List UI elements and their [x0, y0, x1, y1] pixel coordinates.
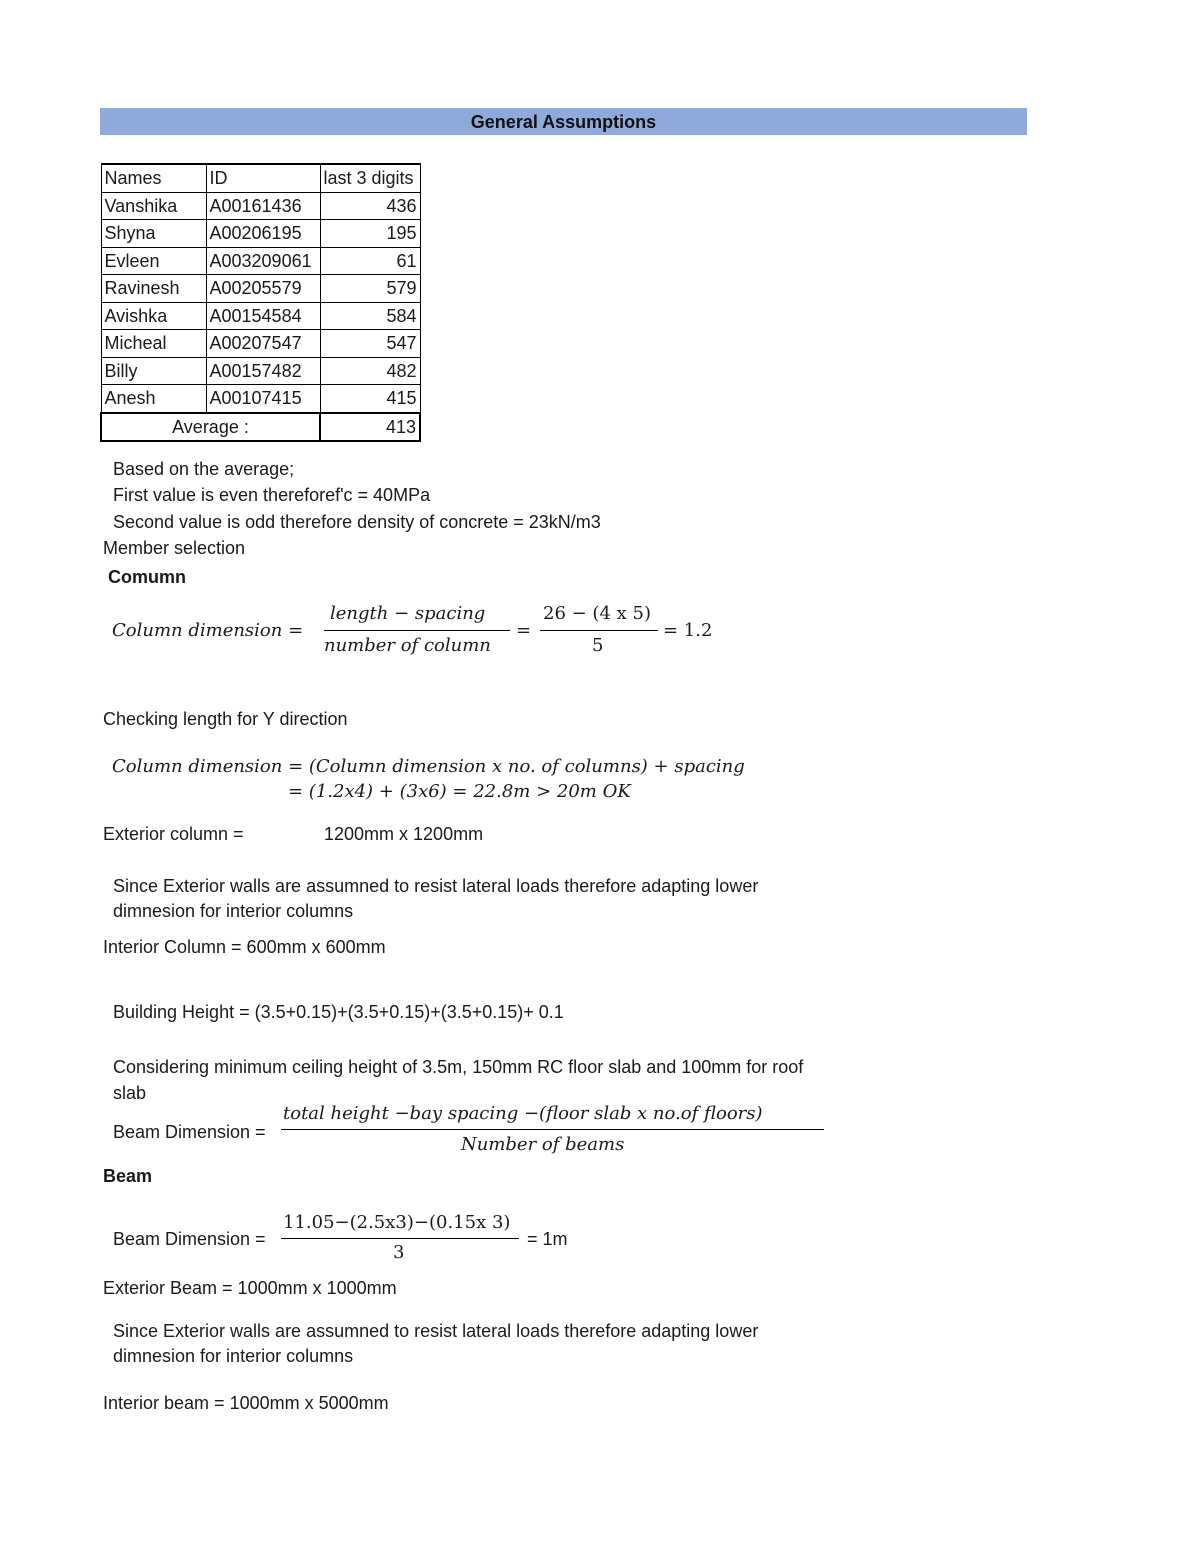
column-heading: Comumn — [108, 567, 186, 587]
cell-id: A00161436 — [206, 192, 320, 220]
eq1-numerator-values: 26 − (4 x 5) — [543, 603, 651, 624]
cell-id: A00157482 — [206, 357, 320, 385]
table-row — [101, 192, 420, 220]
table-row — [101, 247, 420, 275]
beam-calc-result: = 1m — [527, 1229, 568, 1249]
cell-name: Shyna — [101, 220, 206, 248]
beam-formula-label: Beam Dimension = — [113, 1122, 266, 1142]
eq1-fraction-bar-values — [540, 630, 658, 631]
eq1-result: = 1.2 — [663, 620, 713, 641]
beam-formula-denominator: Number of beams — [461, 1134, 625, 1155]
cell-name: Avishka — [101, 302, 206, 330]
member-selection-heading: Member selection — [103, 538, 246, 558]
cell-name: Vanshika — [101, 192, 206, 220]
eq1-equals: = — [516, 620, 532, 641]
section-title: General Assumptions — [100, 108, 1027, 135]
cell-id: A00207547 — [206, 330, 320, 358]
cell-digits: 584 — [320, 302, 420, 330]
average-value: 413 — [320, 413, 420, 442]
student-id-table — [100, 163, 421, 442]
considering-line2: slab — [113, 1083, 147, 1103]
table-row — [101, 385, 420, 413]
interior-column: Interior Column = 600mm x 600mm — [103, 937, 386, 957]
interior-beam: Interior beam = 1000mm x 5000mm — [103, 1393, 389, 1413]
cell-id: A00154584 — [206, 302, 320, 330]
since-note-2-line2: dimnesion for interior columns — [113, 1346, 354, 1366]
note-based-on: Based on the average; — [113, 459, 295, 479]
cell-digits: 482 — [320, 357, 420, 385]
table-row — [101, 302, 420, 330]
since-note-1-line1: Since Exterior walls are assumned to resist lateral loads therefore adapting lower — [113, 876, 759, 896]
table-header-row — [101, 164, 420, 192]
header-names: Names — [101, 164, 206, 192]
cell-id: A00107415 — [206, 385, 320, 413]
cell-name: Billy — [101, 357, 206, 385]
beam-formula-fraction-bar — [281, 1129, 824, 1130]
cell-name: Ravinesh — [101, 275, 206, 303]
beam-formula-numerator: total height −bay spacing −(floor slab x no.of floors) — [283, 1103, 763, 1124]
table-row — [101, 330, 420, 358]
beam-calc-label: Beam Dimension = — [113, 1229, 266, 1249]
cell-digits: 415 — [320, 385, 420, 413]
cell-digits: 436 — [320, 192, 420, 220]
note-first-value: First value is even thereforef'c = 40MPa — [113, 485, 431, 505]
average-row — [101, 413, 420, 442]
eq1-fraction-bar — [324, 630, 510, 631]
eq1-denominator: number of column — [324, 635, 491, 656]
eq1-numerator: length − spacing — [330, 603, 486, 624]
table-row — [101, 220, 420, 248]
since-note-2-line1: Since Exterior walls are assumned to resist lateral loads therefore adapting lower — [113, 1321, 759, 1341]
eq2-line2: = (1.2x4) + (3x6) = 22.8m > 20m OK — [288, 781, 631, 802]
header-id: ID — [206, 164, 320, 192]
cell-name: Evleen — [101, 247, 206, 275]
exterior-column-label: Exterior column = — [103, 824, 244, 844]
cell-digits: 579 — [320, 275, 420, 303]
beam-calc-denominator: 3 — [393, 1242, 405, 1263]
building-height: Building Height = (3.5+0.15)+(3.5+0.15)+(3.5+0.15)+ 0.1 — [113, 1002, 564, 1022]
cell-digits: 547 — [320, 330, 420, 358]
since-note-1-line2: dimnesion for interior columns — [113, 901, 354, 921]
exterior-column-value: 1200mm x 1200mm — [324, 824, 484, 844]
checking-y-heading: Checking length for Y direction — [103, 709, 348, 729]
eq2-line1: Column dimension = (Column dimension x no. of columns) + spacing — [112, 756, 745, 777]
eq1-lhs: Column dimension = — [112, 620, 304, 641]
cell-digits: 61 — [320, 247, 420, 275]
cell-name: Micheal — [101, 330, 206, 358]
beam-heading: Beam — [103, 1166, 153, 1186]
beam-calc-fraction-bar — [281, 1238, 519, 1239]
note-second-value: Second value is odd therefore density of concrete = 23kN/m3 — [113, 512, 601, 532]
cell-id: A00206195 — [206, 220, 320, 248]
cell-digits: 195 — [320, 220, 420, 248]
considering-line1: Considering minimum ceiling height of 3.5m, 150mm RC floor slab and 100mm for roof — [113, 1057, 804, 1077]
cell-name: Anesh — [101, 385, 206, 413]
beam-calc-numerator: 11.05−(2.5x3)−(0.15x 3) — [283, 1212, 511, 1233]
average-label: Average : — [101, 413, 320, 442]
table-row — [101, 275, 420, 303]
exterior-beam: Exterior Beam = 1000mm x 1000mm — [103, 1278, 397, 1298]
eq1-denominator-values: 5 — [592, 635, 604, 656]
cell-id: A003209061 — [206, 247, 320, 275]
cell-id: A00205579 — [206, 275, 320, 303]
header-last-digits: last 3 digits — [320, 164, 420, 192]
table-row — [101, 357, 420, 385]
